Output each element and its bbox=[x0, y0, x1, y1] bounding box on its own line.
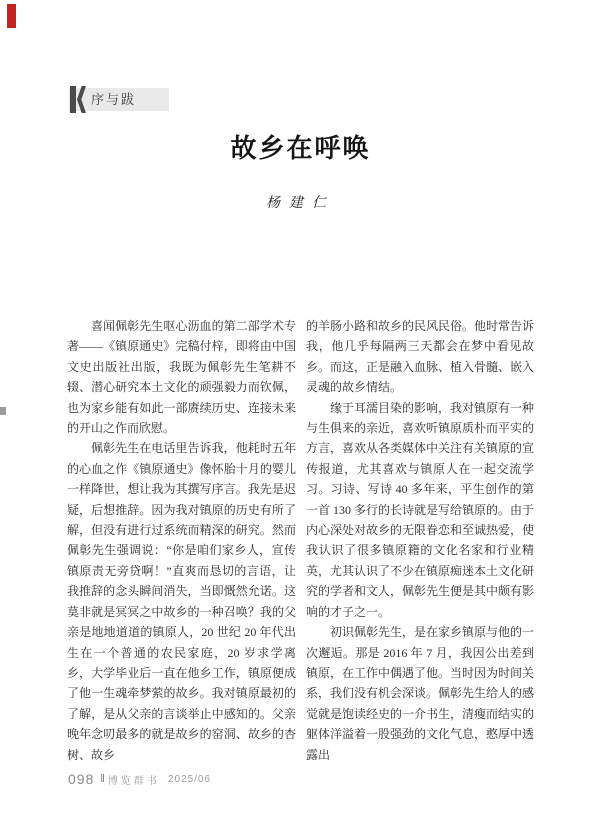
red-corner-tab bbox=[7, 4, 16, 28]
paragraph: 初识佩彰先生，是在家乡镇原与他的一次邂逅。那是 2016 年 7 月，我因公出差到镇原，在工作中偶遇了他。当时因为时间关系，我们没有机会深谈。佩彰先生给人的感觉就是饱读经史的一介书生，清瘦而结实的躯体洋溢着一股强劲的文化气息，憨厚中透露出 bbox=[306, 625, 535, 762]
bracket-icon bbox=[70, 86, 86, 113]
text-column-right bbox=[306, 316, 534, 765]
page-number: 098 bbox=[68, 771, 95, 787]
text-column-left bbox=[67, 316, 296, 765]
journal-name: 博览群书 bbox=[107, 775, 160, 787]
article-title: 故乡在呼唤 bbox=[230, 134, 371, 163]
left-edge-mark bbox=[0, 407, 6, 415]
paragraph: 佩彰先生在电话里告诉我，他耗时五年的心血之作《镇原通史》像怀胎十月的婴儿一样降世，想让我为其撰写序言。我先是迟疑，后想推辞。因为我对镇原的历史有所了解，但没有进行过系统而精深的研究。然而佩彰先生强调说：“你是咱们家乡人，宣传镇原责无旁贷啊！”直爽而恳切的言语，让我推辞的念头瞬间消失，当即慨然允诺。这莫非就是冥冥之中故乡的一种召唤？我的父亲是地地道道的镇原人，20 世纪 20 年代出生在一个普通的农民家庭，20 岁求学离乡，大学毕业后一直在他乡工作，镇原便成了他一生魂牵梦萦的故乡。我对镇原最初的了解，是从父亲的言谈举止中感知的。父亲晚年念叨最多的就是故乡的窑洞、故乡的杏树、故乡 bbox=[67, 441, 296, 762]
article-body bbox=[67, 316, 534, 765]
section-label-text: 序与跋 bbox=[91, 92, 137, 107]
page-footer bbox=[68, 771, 211, 787]
paragraph: 的羊肠小路和故乡的民风民俗。他时常告诉我，他几乎每隔两三天都会在梦中看见故乡。而这，正是融入血脉、植入骨髓、嵌入灵魂的故乡情结。 bbox=[306, 319, 535, 395]
paragraph: 缘于耳濡目染的影响，我对镇原有一种与生俱来的亲近，喜欢听镇原质朴而平实的方言，喜欢从各类媒体中关注有关镇原的宣传报道，尤其喜欢与镇原人在一起交流学习。习诗、写诗 40 多年来，平生创作的第一首 130 多行的长诗就是写给镇原的。由于内心深处对故乡的无限眷恋和至诚热爱，使我认识了很多镇原籍的文化名家和行业精英，尤其认识了不少在镇原痴迷本土文化研究的学者和文人，佩彰先生便是其中颇有影响的才子之一。 bbox=[306, 400, 535, 619]
footer-separator-icon: ‖ bbox=[100, 773, 105, 785]
article-author: 杨建仁 bbox=[266, 196, 335, 211]
section-label bbox=[69, 88, 169, 111]
issue-number: 2025/06 bbox=[167, 773, 212, 785]
paragraph: 喜闻佩彰先生呕心沥血的第二部学术专著——《镇原通史》完稿付梓，即将由中国文史出版社出版，我既为佩彰先生笔耕不辍、潜心研究本土文化的顽强毅力而钦佩，也为家乡能有如此一部赓续历史、连接未来的开山之作而欣慰。 bbox=[67, 319, 296, 436]
